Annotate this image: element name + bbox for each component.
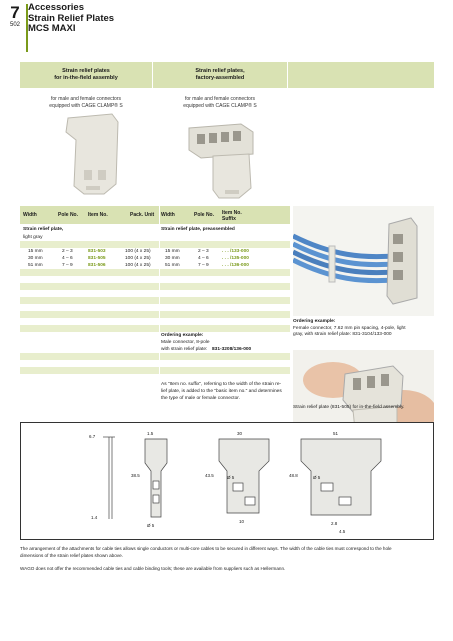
group-subtitle-row: light gray — [23, 235, 43, 240]
chapter-number: 7 — [10, 3, 20, 22]
ordering-example-left: Ordering example: — [161, 333, 204, 338]
page-title: Accessories Strain Relief Plates MCS MAXI — [28, 2, 115, 34]
footer-note-2: WAGO does not offer the recommended cable ties and cable binding tools; these are available from suppliers such as Hellermann. — [20, 566, 286, 571]
table-row: 30 mm 4 – 6 831-505 100 (4 x 25) 30 mm 4 – 6 . . . /135-000 — [28, 256, 249, 261]
chapter-marker — [4, 4, 26, 28]
item-table-header: Width Pole No. Item No. Pack. Unit Width Pole No. Item No. Suffix — [20, 206, 290, 224]
group-title-row: Strain relief plate, Strain relief plate, preassembled — [23, 226, 235, 232]
connector-cable-photo — [293, 206, 434, 316]
preassembled-connector-image — [153, 110, 288, 200]
page-number: 502 — [9, 22, 20, 28]
product-overview — [20, 62, 434, 200]
overview-col-field: Strain relief plates for in-the-field assembly for male and female connectors equipped with CAGE CLAMP® S — [20, 62, 153, 200]
footer-note-1: The arrangement of the attachments for cable ties allows single conductors or multi-core cables to be secured in different ways. The width of the cable ties must correspond to the hole dimensions of the strain relief plates shown above. — [20, 546, 392, 558]
table-row: 15 mm 2 – 3 831-503 100 (4 x 25) 15 mm 2 – 3 . . . /133-000 — [28, 249, 249, 254]
dimension-drawings: 6.7 1.5 1.4 38.5 Ø 5 30 43.5 Ø 5 10 51 48.8 Ø 5 2.8 4.5 — [20, 422, 434, 540]
overview-col-factory: Strain relief plates, factory-assembled for male and female connectors equipped with CAGE CLAMP® S — [153, 62, 288, 200]
item-table: Width Pole No. Item No. Pack. Unit Width Pole No. Item No. Suffix Strain relief plate, Strain relief plate, preassembled light gray 15 mm 2 – 3 831-503 100 (4 x 25) 15 mm 2 – 3 . . . /133-000 30 mm 4 – 6 831-505 100 (4 x 25) 30 mm 4 – 6 . . . /135-000 51 mm 7 – 9 831-506 100 (4 x 25) 51 mm 7 – 9 . . . /136-000 Ordering example: Male connector, 8-pole with strain relief plate: 831-3208/136-000 As "Item no. suffix", referring to the width of the strain re- lief plate, is added to the "basic item no." and determines the type of male or female connector. — [20, 206, 290, 402]
dimension-svg — [21, 423, 433, 539]
table-row: 51 mm 7 – 9 831-506 100 (4 x 25) 51 mm 7 – 9 . . . /136-000 — [28, 263, 249, 268]
overview-col-empty — [288, 62, 434, 200]
photo-caption: Strain relief plate (831-505) for in-the-field assembly. — [293, 405, 405, 410]
suffix-note: As "Item no. suffix", referring to the width of the strain re- — [161, 382, 282, 387]
strain-relief-plate-image — [20, 110, 153, 200]
